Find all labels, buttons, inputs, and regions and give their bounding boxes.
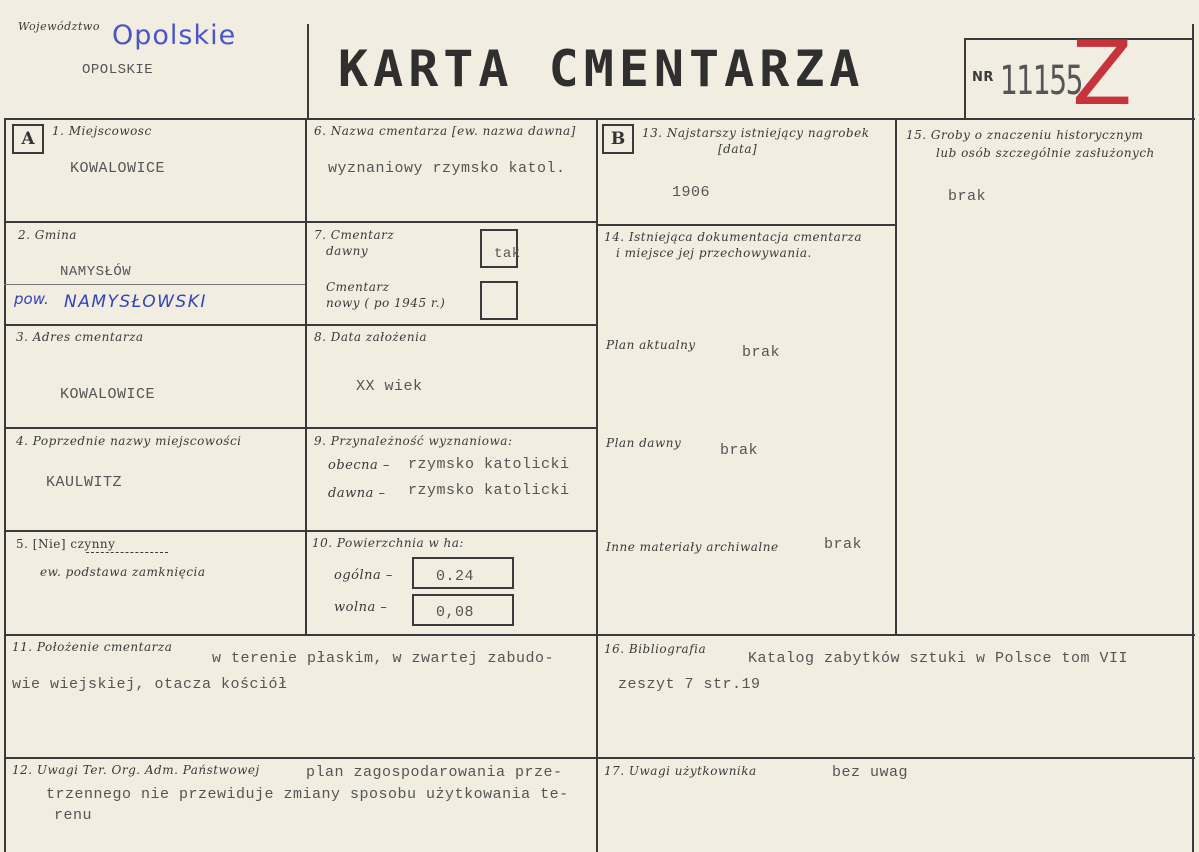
f12-line2: trzennego nie przewiduje zmiany sposobu użytkowania te- [46, 786, 569, 803]
f4-label: 4. Poprzednie nazwy miejscowości [16, 434, 242, 448]
nr-value: 11155 [1000, 58, 1083, 104]
f7-label3: Cmentarz [326, 280, 390, 294]
f14-label2: i miejsce jej przechowywania. [616, 246, 812, 260]
f4-value: KAULWITZ [46, 474, 123, 491]
f16-line1: Katalog zabytków sztuki w Polsce tom VII [748, 650, 1129, 667]
f14-label1: 14. Istniejąca dokumentacja cmentarza [604, 230, 862, 244]
f10-label: 10. Powierzchnia w ha: [312, 536, 464, 550]
f3-value: KOWALOWICE [60, 386, 156, 403]
f12-label: 12. Uwagi Ter. Org. Adm. Państwowej [12, 763, 260, 777]
f6-label: 6. Nazwa cmentarza [ew. nazwa dawna] [314, 124, 576, 138]
f3-label: 3. Adres cmentarza [16, 330, 144, 344]
f9-dawna-value: rzymsko katolicki [408, 482, 570, 499]
f5-underline [86, 552, 168, 554]
f15-value: brak [948, 188, 987, 205]
f11-line1: w terenie płaskim, w zwartej zabudo- [212, 650, 555, 667]
f2-value: NAMYSŁÓW [60, 264, 132, 280]
f7-nowy-checkbox[interactable] [480, 281, 518, 320]
f15-label2: lub osób szczególnie zasłużonych [936, 146, 1155, 160]
f13-label2: [data] [718, 142, 758, 156]
f12-line3: renu [54, 807, 93, 824]
f13-label1: 13. Najstarszy istniejący nagrobek [642, 126, 870, 140]
f15-label1: 15. Groby o znaczeniu historycznym [906, 128, 1144, 142]
wojewodztwo-stamp: Opolskie [112, 20, 237, 51]
f11-line2: wie wiejskiej, otacza kościół [12, 676, 288, 693]
f10-wolna-label: wolna – [334, 600, 388, 615]
wojewodztwo-typed: OPOLSKIE [82, 62, 154, 78]
f10-ogolna-label: ogólna – [334, 568, 393, 583]
f16-label: 16. Bibliografia [604, 642, 707, 656]
f9-obecna-label: obecna – [328, 458, 390, 473]
f9-dawna-label: dawna – [328, 486, 386, 501]
f2-label: 2. Gmina [18, 228, 77, 242]
f13-value: 1906 [672, 184, 711, 201]
f12-line1: plan zagospodarowania prze- [306, 764, 563, 781]
f7-label4: nowy ( po 1945 r.) [326, 296, 446, 310]
f9-obecna-value: rzymsko katolicki [408, 456, 570, 473]
wojewodztwo-label: Województwo [18, 20, 100, 33]
f14-inne-label: Inne materiały archiwalne [606, 540, 779, 554]
f5-label: 5. [Nie] czynny [16, 537, 116, 551]
section-b-marker: B [602, 124, 634, 154]
f7-dawny-value: tak [494, 246, 521, 262]
f2-hand-value: NAMYSŁOWSKI [64, 292, 207, 312]
f17-value: bez uwag [832, 764, 909, 781]
f10-wolna-value: 0,08 [436, 604, 475, 621]
f8-value: XX wiek [356, 378, 423, 395]
f5-sub: ew. podstawa zamknięcia [40, 565, 206, 579]
f2-hand-prefix: pow. [14, 290, 49, 308]
f14-inne-value: brak [824, 536, 863, 553]
f14-plan-akt-label: Plan aktualny [606, 338, 696, 352]
f14-plan-akt-value: brak [742, 344, 781, 361]
nr-letter: Z [1072, 22, 1133, 125]
section-a-marker: A [12, 124, 44, 154]
f14-plan-dawny-label: Plan dawny [606, 436, 682, 450]
f1-value: KOWALOWICE [70, 160, 166, 177]
f10-ogolna-value: 0.24 [436, 568, 475, 585]
f7-label1: 7. Cmentarz [314, 228, 395, 242]
f14-plan-dawny-value: brak [720, 442, 759, 459]
f8-label: 8. Data założenia [314, 330, 428, 344]
f1-label: 1. Miejscowosc [52, 124, 152, 138]
f6-value: wyznaniowy rzymsko katol. [328, 160, 566, 177]
f9-label: 9. Przynależność wyznaniowa: [314, 434, 513, 448]
f7-label2: dawny [326, 244, 369, 258]
f17-label: 17. Uwagi użytkownika [604, 764, 757, 778]
f16-line2: zeszyt 7 str.19 [618, 676, 761, 693]
nr-label: NR [972, 70, 994, 85]
f11-label: 11. Położenie cmentarza [12, 640, 173, 654]
page-title: KARTA CMENTARZA [338, 40, 865, 98]
